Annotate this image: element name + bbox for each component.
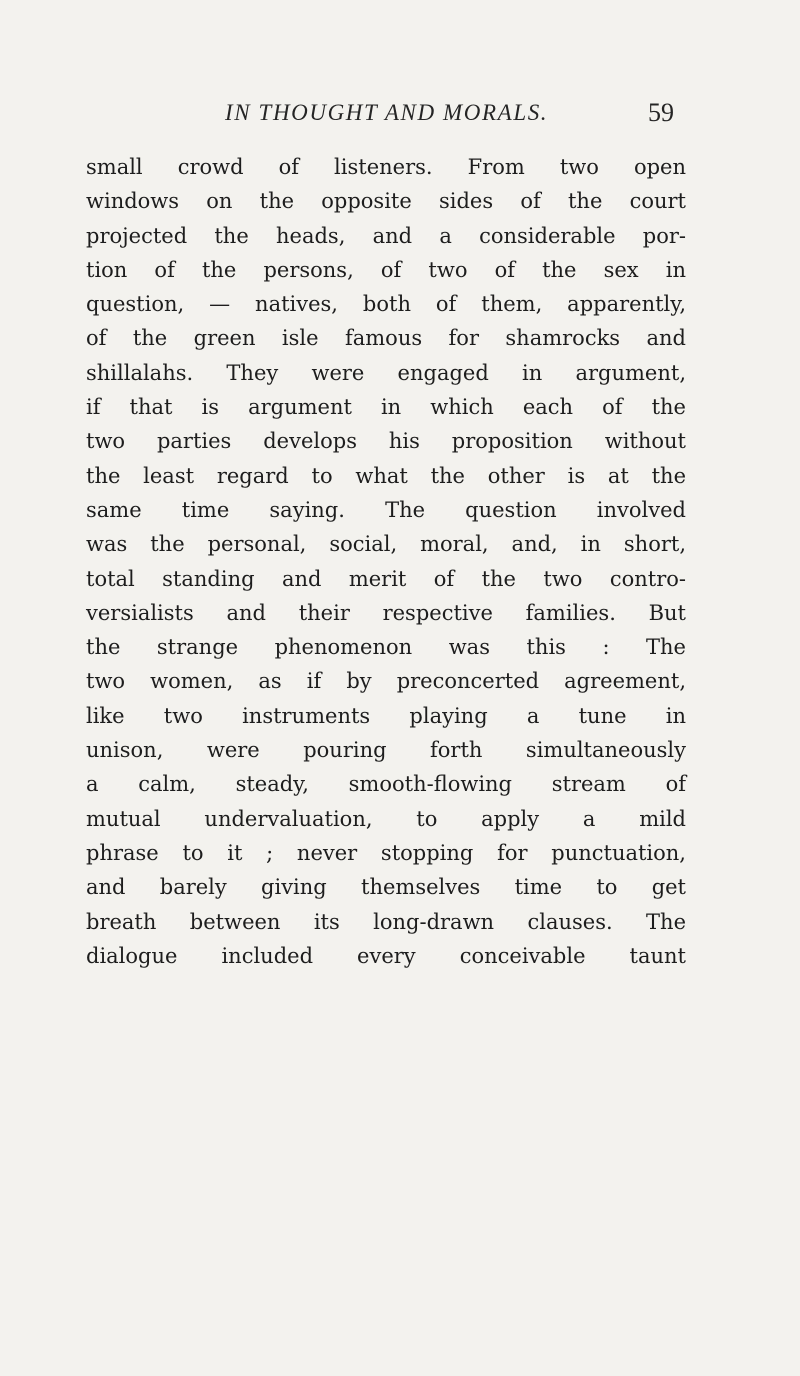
text-line: like two instruments playing a tune in xyxy=(86,703,686,728)
text-line: mutual undervaluation, to apply a mild xyxy=(86,806,686,831)
running-title: IN THOUGHT AND MORALS. xyxy=(225,100,549,125)
text-line: was the personal, social, moral, and, in short, xyxy=(86,532,686,557)
text-line: if that is argument in which each of the xyxy=(86,395,686,420)
text-line: a calm, steady, smooth-flowing stream of xyxy=(86,772,686,797)
text-line: and barely giving themselves time to get xyxy=(86,875,686,900)
text-line: phrase to it ; never stopping for punctuation, xyxy=(86,840,686,865)
text-line: breath between its long-drawn clauses. The xyxy=(86,909,686,934)
text-line: two women, as if by preconcerted agreement, xyxy=(86,669,686,694)
page-number: 59 xyxy=(648,98,674,127)
text-line: of the green isle famous for shamrocks and xyxy=(86,326,686,351)
text-line: shillalahs. They were engaged in argument, xyxy=(86,360,686,385)
text-line: projected the heads, and a considerable por- xyxy=(86,223,686,248)
text-line: the strange phenomenon was this : The xyxy=(86,635,686,660)
text-line: question, — natives, both of them, apparently, xyxy=(86,292,686,317)
text-line: two parties develops his proposition without xyxy=(86,429,686,454)
text-line: tion of the persons, of two of the sex in xyxy=(86,257,686,282)
body-text xyxy=(86,150,686,973)
text-line: dialogue included every conceivable taunt xyxy=(86,943,686,968)
text-line: total standing and merit of the two contro- xyxy=(86,566,686,591)
running-header xyxy=(0,100,800,140)
text-line: same time saying. The question involved xyxy=(86,497,686,522)
text-line: unison, were pouring forth simultaneously xyxy=(86,738,686,763)
text-line: small crowd of listeners. From two open xyxy=(86,155,686,179)
text-line: windows on the opposite sides of the court xyxy=(86,189,686,214)
text-line: versialists and their respective families. But xyxy=(86,600,686,625)
text-line: the least regard to what the other is at the xyxy=(86,463,686,488)
